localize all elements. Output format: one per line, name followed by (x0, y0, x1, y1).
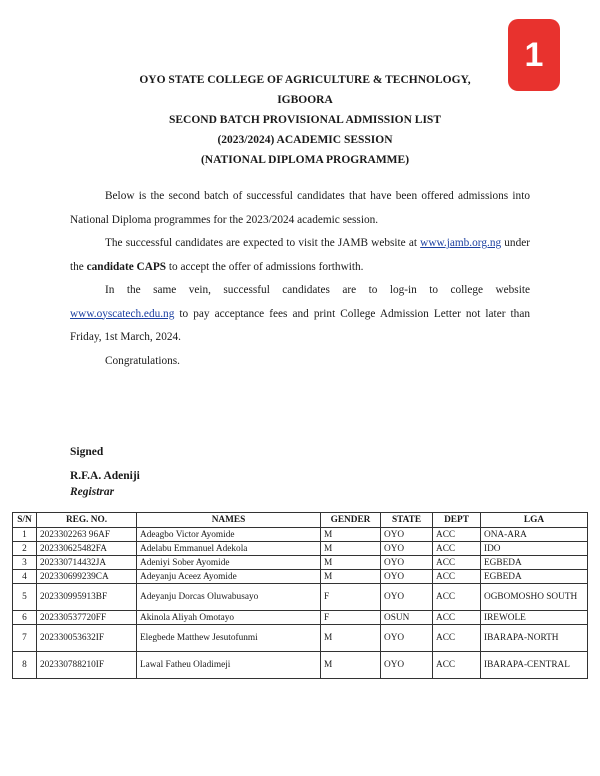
table-row (13, 611, 588, 625)
cell-gender: M (321, 652, 381, 679)
cell-lga: EGBEDA (481, 570, 588, 584)
college-town: IGBOORA (277, 94, 333, 106)
cell-state: OYO (381, 556, 433, 570)
cell-gender: M (321, 542, 381, 556)
cell-reg-no: 202330788210IF (37, 652, 137, 679)
cell-gender: F (321, 611, 381, 625)
cell-name: Elegbede Matthew Jesutofunmi (137, 625, 321, 652)
header-gender: GENDER (321, 513, 381, 528)
cell-sn: 6 (13, 611, 37, 625)
cell-name: Adeyanju Aceez Ayomide (137, 570, 321, 584)
admission-table (12, 512, 588, 679)
cell-name: Akinola Aliyah Omotayo (137, 611, 321, 625)
registrar-name: R.F.A. Adeniji (70, 470, 140, 482)
cell-gender: M (321, 570, 381, 584)
paragraph-congrats: Congratulations. (105, 354, 180, 367)
signature-block (70, 446, 140, 500)
cell-reg-no: 202330053632IF (37, 625, 137, 652)
header-sn: S/N (13, 513, 37, 528)
cell-dept: ACC (433, 625, 481, 652)
document-header (60, 70, 550, 170)
cell-dept: ACC (433, 652, 481, 679)
jamb-website-link[interactable]: www.jamb.org.ng (420, 237, 502, 249)
cell-sn: 8 (13, 652, 37, 679)
cell-gender: F (321, 584, 381, 611)
cell-gender: M (321, 625, 381, 652)
paragraph-jamb: The successful candidates are expected to visit the JAMB website at www.jamb.org.ng under the candidate CAPS to accept the offer of admissions forthwith. (70, 237, 531, 273)
cell-state: OYO (381, 652, 433, 679)
cell-lga: IREWOLE (481, 611, 588, 625)
cell-dept: ACC (433, 528, 481, 542)
cell-dept: ACC (433, 611, 481, 625)
cell-reg-no: 202330699239CA (37, 570, 137, 584)
cell-dept: ACC (433, 570, 481, 584)
cell-dept: ACC (433, 584, 481, 611)
table-row (13, 542, 588, 556)
cell-name: Adeniyi Sober Ayomide (137, 556, 321, 570)
cell-state: OSUN (381, 611, 433, 625)
cell-sn: 3 (13, 556, 37, 570)
cell-lga: IBARAPA-CENTRAL (481, 652, 588, 679)
cell-name: Adelabu Emmanuel Adekola (137, 542, 321, 556)
academic-session: (2023/2024) ACADEMIC SESSION (217, 134, 393, 146)
cell-sn: 7 (13, 625, 37, 652)
cell-dept: ACC (433, 542, 481, 556)
college-name: OYO STATE COLLEGE OF AGRICULTURE & TECHNOLOGY, (139, 74, 471, 86)
list-title: SECOND BATCH PROVISIONAL ADMISSION LIST (168, 114, 442, 126)
page-number-badge: 1 (508, 19, 560, 91)
cell-name: Adeagbo Victor Ayomide (137, 528, 321, 542)
cell-lga: EGBEDA (481, 556, 588, 570)
table-row (13, 570, 588, 584)
paragraph-intro: Below is the second batch of successful candidates that have been offered admissions into National Diploma programmes for the 2023/2024 academic session. (70, 190, 530, 226)
cell-reg-no: 202330995913BF (37, 584, 137, 611)
table-header-row (13, 513, 588, 528)
caps-emphasis: candidate CAPS (86, 260, 167, 273)
cell-gender: M (321, 528, 381, 542)
cell-gender: M (321, 556, 381, 570)
header-state: STATE (381, 513, 433, 528)
programme-name: (NATIONAL DIPLOMA PROGRAMME) (200, 154, 410, 166)
cell-name: Adeyanju Dorcas Oluwabusayo (137, 584, 321, 611)
letter-body (70, 185, 530, 373)
table-row (13, 584, 588, 611)
cell-state: OYO (381, 528, 433, 542)
cell-state: OYO (381, 542, 433, 556)
cell-reg-no: 202330625482FA (37, 542, 137, 556)
cell-state: OYO (381, 584, 433, 611)
signed-label: Signed (70, 446, 104, 458)
cell-name: Lawal Fatheu Oladimeji (137, 652, 321, 679)
table-row (13, 556, 588, 570)
cell-lga: OGBOMOSHO SOUTH (481, 584, 588, 611)
table-row (13, 652, 588, 679)
college-website-link[interactable]: www.oyscatech.edu.ng (70, 307, 175, 320)
cell-state: OYO (381, 570, 433, 584)
registrar-title: Registrar (70, 486, 115, 498)
cell-dept: ACC (433, 556, 481, 570)
header-reg-no: REG. NO. (37, 513, 137, 528)
cell-sn: 2 (13, 542, 37, 556)
cell-lga: ONA-ARA (481, 528, 588, 542)
header-dept: DEPT (433, 513, 481, 528)
paragraph-college-site: In the same vein, successful candidates are to log-in to college website www.oyscatech.edu.ng to pay acceptance fees and print College Admission Letter not later than Friday, 1st March, 2024. (70, 284, 530, 343)
table-row (13, 625, 588, 652)
cell-sn: 4 (13, 570, 37, 584)
cell-sn: 5 (13, 584, 37, 611)
cell-sn: 1 (13, 528, 37, 542)
header-lga: LGA (481, 513, 588, 528)
header-names: NAMES (137, 513, 321, 528)
cell-reg-no: 202330537720FF (37, 611, 137, 625)
cell-lga: IBARAPA-NORTH (481, 625, 588, 652)
cell-lga: IDO (481, 542, 588, 556)
cell-state: OYO (381, 625, 433, 652)
table-row (13, 528, 588, 542)
cell-reg-no: 202330714432JA (37, 556, 137, 570)
cell-reg-no: 2023302263 96AF (37, 528, 137, 542)
